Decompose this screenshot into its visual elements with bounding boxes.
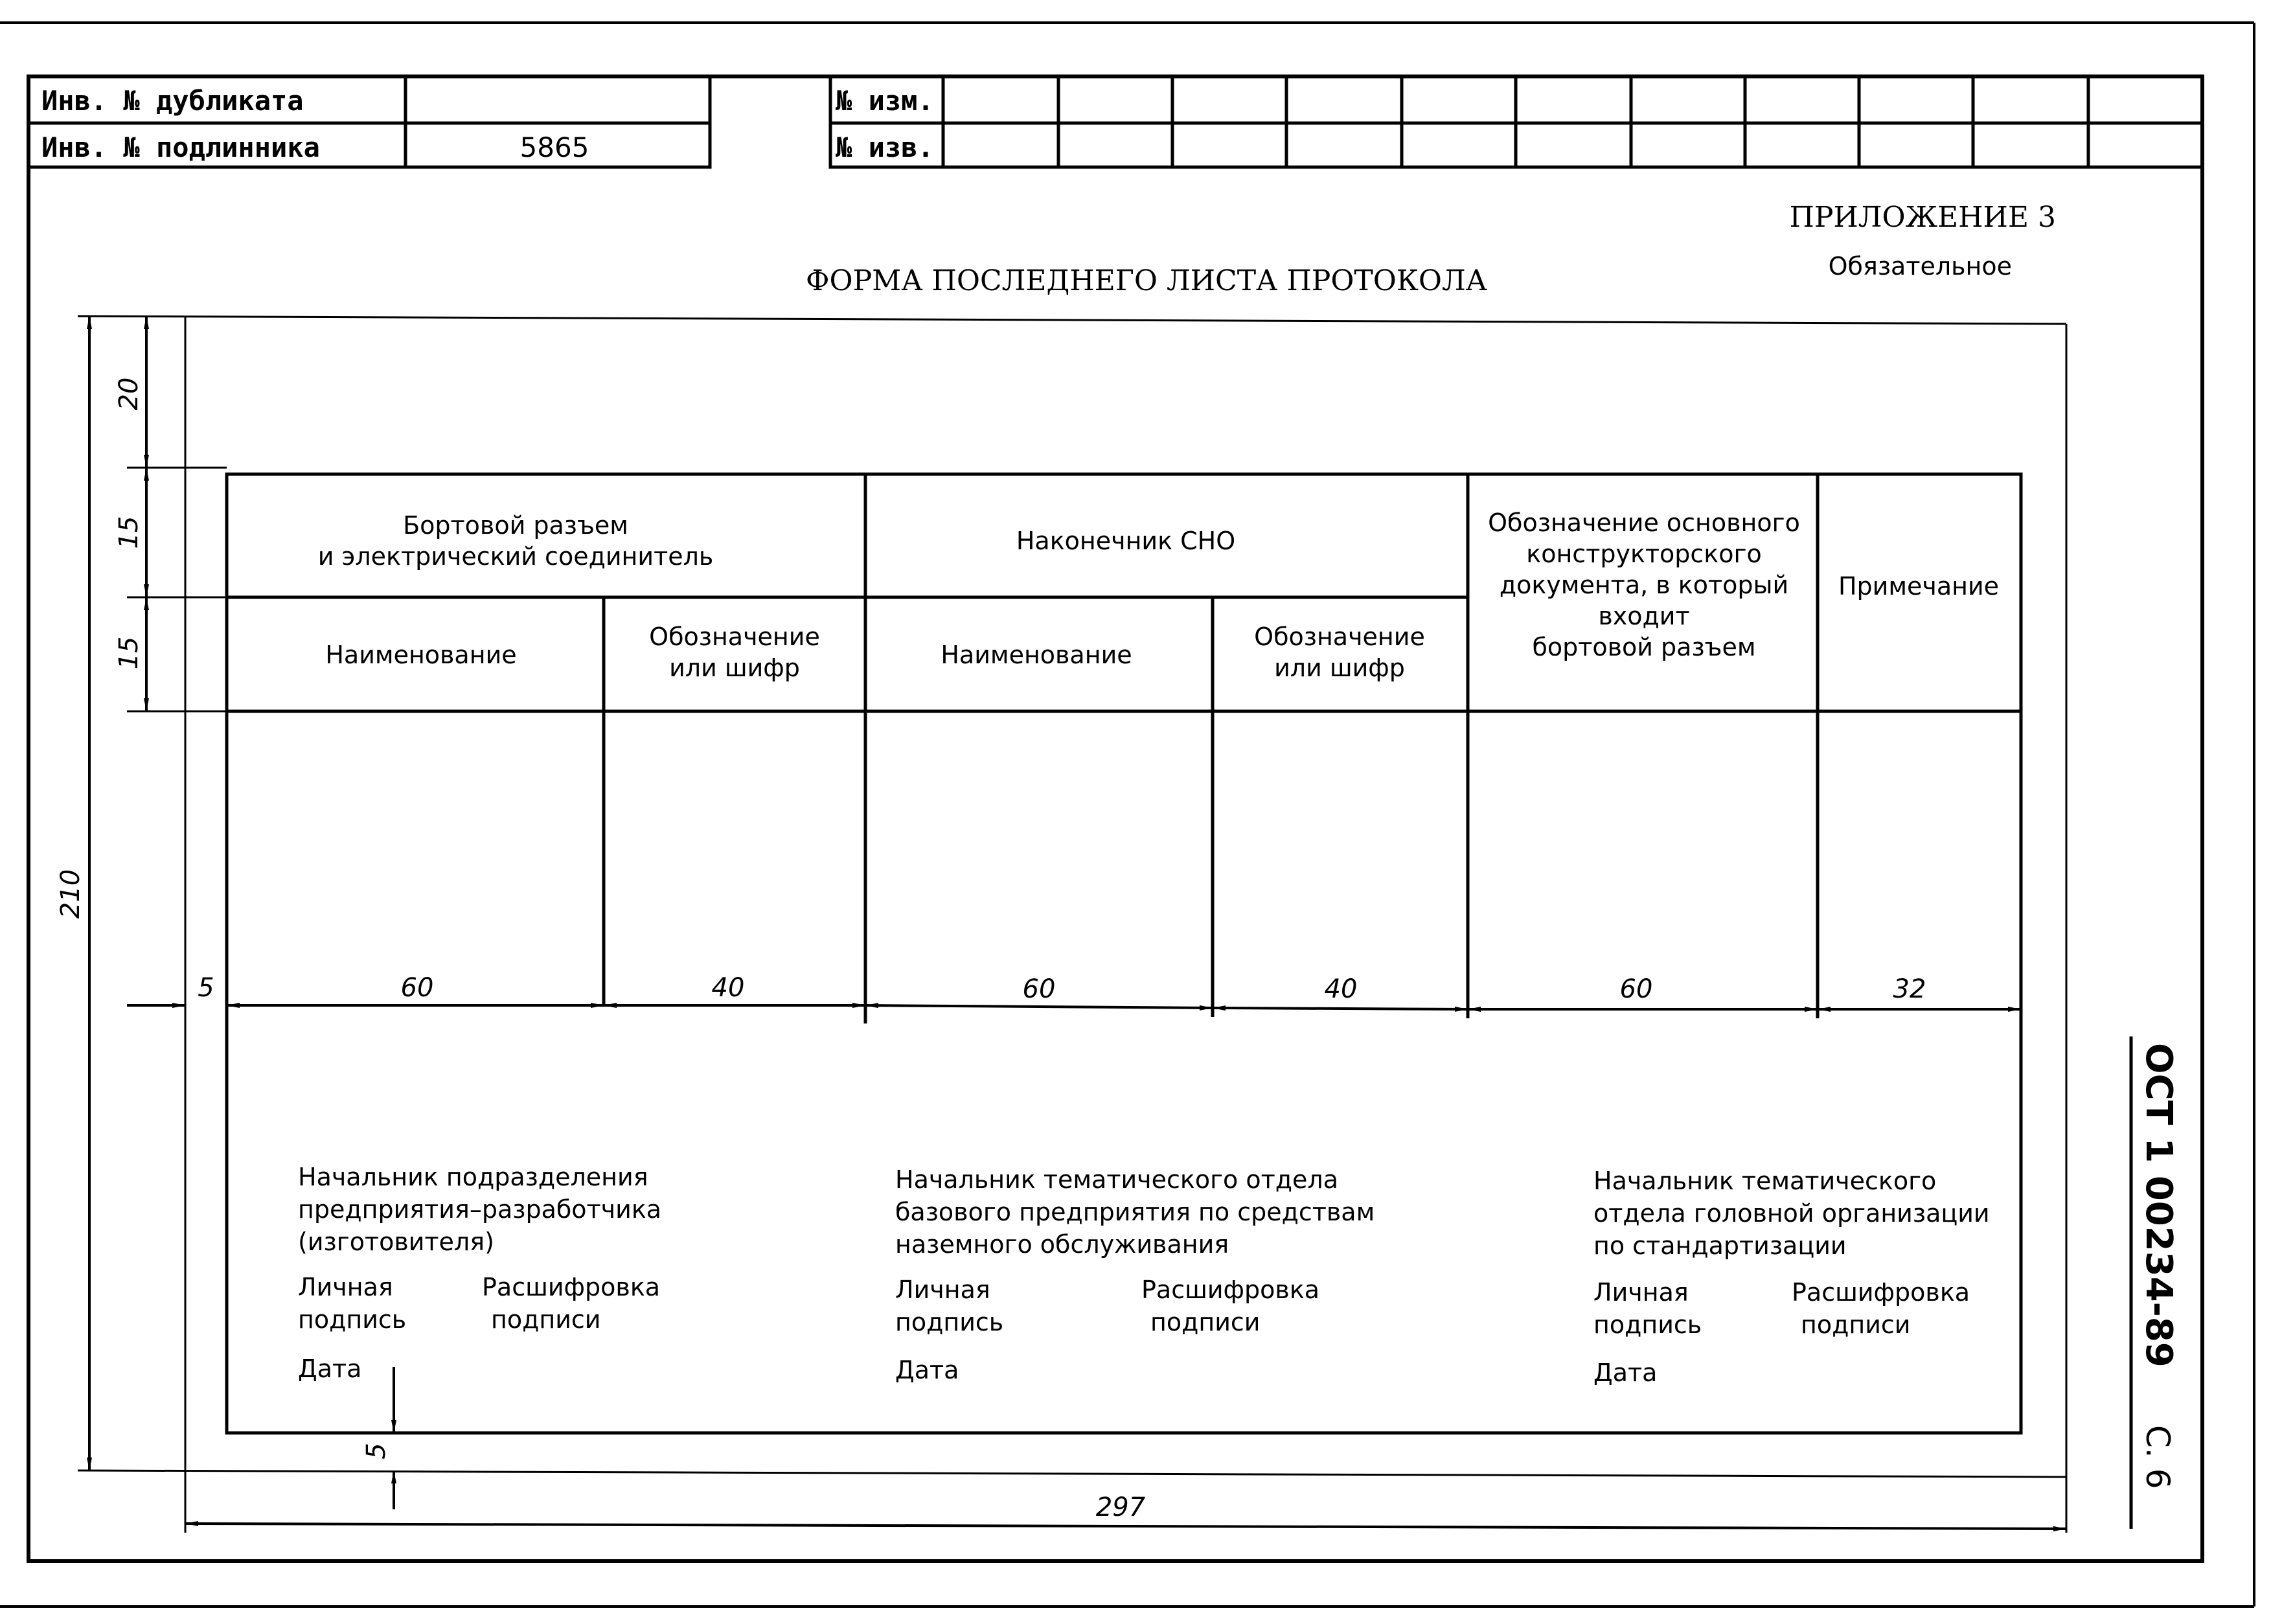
signature-1-sign-line1: Личная — [298, 1273, 393, 1301]
header-col-name-2: Наименование — [941, 641, 1132, 669]
header-col-code-1-line1: Обозначение — [649, 623, 820, 651]
dim-col-1: 60 — [400, 973, 434, 1003]
signature-block-2 — [895, 1165, 1375, 1384]
dim-height-total: 210 — [56, 869, 86, 919]
header-col-code-1-line2: или шифр — [669, 654, 800, 682]
page-number: С. 6 — [2139, 1425, 2176, 1489]
signature-block-3 — [1593, 1167, 1990, 1387]
signature-1-position-line2: предприятия–разработчика — [298, 1195, 662, 1224]
signature-1-sign-line2: подпись — [298, 1305, 407, 1334]
signature-3-position-line1: Начальник тематического — [1593, 1167, 1937, 1195]
signature-3-decode-line2: подписи — [1801, 1310, 1911, 1339]
header-col-doc-line1: Обозначение основного — [1488, 509, 1800, 537]
appendix-title: ПРИЛОЖЕНИЕ 3 — [1789, 201, 2056, 234]
dim-col-6: 32 — [1893, 974, 1926, 1004]
inv-original-label: Инв. № подлинника — [41, 132, 320, 163]
dim-header-row1: 15 — [114, 516, 144, 549]
signature-2-date: Дата — [895, 1356, 959, 1384]
signature-block-1 — [298, 1163, 661, 1383]
form-title: ФОРМА ПОСЛЕДНЕГО ЛИСТА ПРОТОКОЛА — [805, 264, 1488, 297]
signature-3-position-line2: отдела головной организации — [1593, 1199, 1990, 1228]
header-col-code-2-line1: Обозначение — [1254, 623, 1425, 651]
signature-1-position-line1: Начальник подразделения — [298, 1163, 648, 1191]
signature-2-position-line1: Начальник тематического отдела — [895, 1165, 1338, 1194]
signature-3-sign-line1: Личная — [1593, 1278, 1689, 1307]
inv-original-value: 5865 — [519, 132, 589, 163]
signature-3-sign-line2: подпись — [1593, 1310, 1702, 1339]
width-dimension — [185, 1524, 2066, 1529]
change-no-label: № изм. — [836, 85, 934, 117]
signature-1-date: Дата — [298, 1355, 362, 1383]
dim-header-row2: 15 — [114, 636, 144, 670]
signature-2-position-line3: наземного обслуживания — [895, 1230, 1229, 1259]
header-col-doc-line5: бортовой разъем — [1532, 633, 1756, 661]
signature-1-decode-line2: подписи — [491, 1305, 601, 1334]
inv-duplicate-label: Инв. № дубликата — [41, 85, 304, 117]
dim-width-total: 297 — [1095, 1492, 1146, 1522]
header-group1-line1: Бортовой разъем — [403, 511, 628, 540]
dim-top-margin: 20 — [114, 377, 144, 411]
header-col-doc-line3: документа, в который — [1499, 571, 1789, 599]
column-width-dimensions — [127, 1005, 2021, 1009]
signature-3-date: Дата — [1593, 1358, 1658, 1387]
dim-col-3: 60 — [1022, 974, 1056, 1004]
signature-1-decode-line1: Расшифровка — [482, 1273, 661, 1301]
dim-bottom-margin: 5 — [361, 1443, 391, 1459]
notice-no-label: № изв. — [836, 132, 934, 163]
header-col-name-1: Наименование — [325, 641, 517, 669]
header-col-note: Примечание — [1838, 572, 2000, 600]
signature-2-position-line2: базового предприятия по средствам — [895, 1198, 1375, 1226]
header-col-doc-line4: входит — [1598, 602, 1690, 630]
signature-3-decode-line1: Расшифровка — [1792, 1278, 1970, 1307]
signature-2-decode-line1: Расшифровка — [1141, 1275, 1320, 1304]
header-col-code-2-line2: или шифр — [1274, 654, 1405, 682]
dim-left-margin: 5 — [198, 973, 214, 1003]
header-group2: Наконечник СНО — [1016, 527, 1236, 555]
dim-col-5: 60 — [1619, 974, 1653, 1004]
signature-2-sign-line1: Личная — [895, 1275, 990, 1304]
dim-col-2: 40 — [711, 973, 745, 1003]
header-group1-line2: и электрический соединитель — [317, 542, 714, 571]
doc-code: ОСТ 1 00234-89 — [2138, 1043, 2180, 1367]
appendix-status: Обязательное — [1828, 252, 2012, 280]
signature-3-position-line3: по стандартизации — [1593, 1231, 1847, 1260]
sample-sheet-outline — [78, 316, 2066, 1533]
header-col-doc-line2: конструкторского — [1526, 540, 1762, 568]
signature-2-decode-line2: подписи — [1150, 1308, 1261, 1336]
dim-col-4: 40 — [1324, 974, 1358, 1004]
signature-1-position-line3: (изготовителя) — [298, 1228, 494, 1256]
change-stamp — [830, 76, 2202, 167]
signature-2-sign-line2: подпись — [895, 1308, 1004, 1336]
